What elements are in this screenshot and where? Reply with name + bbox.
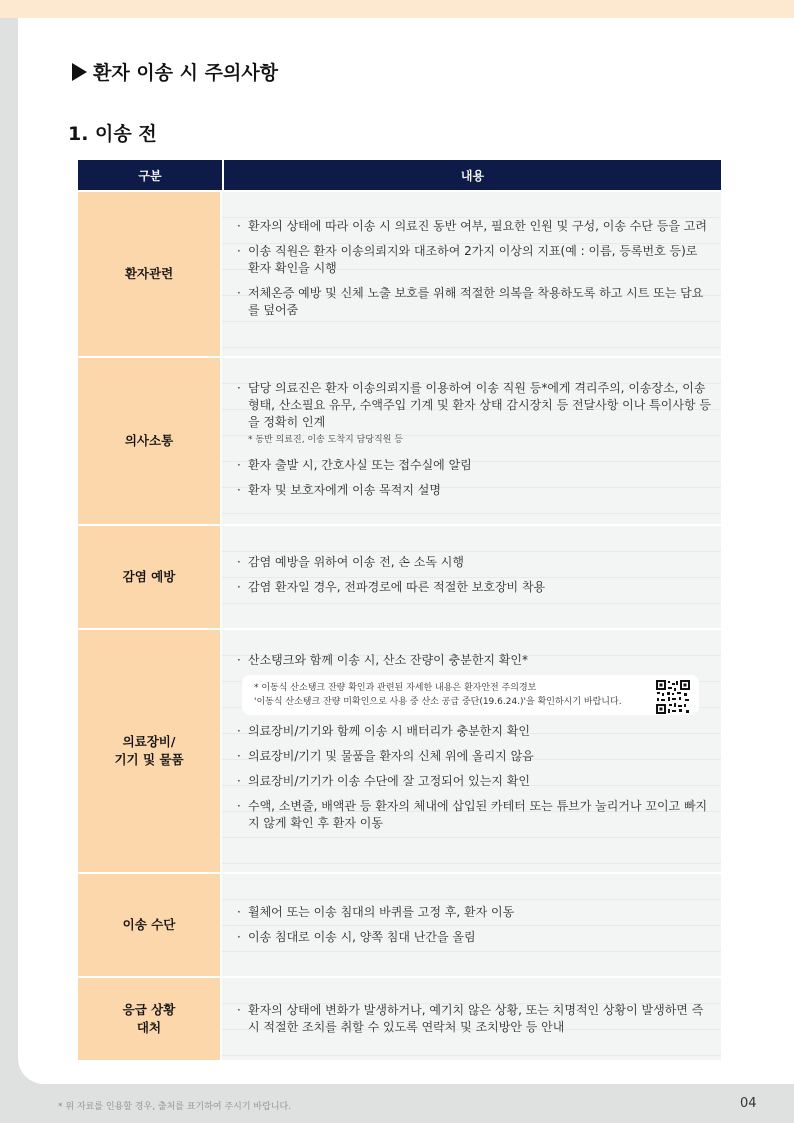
list-item: · 감염 예방을 위하여 이송 전, 손 소독 시행 (222, 554, 721, 571)
row-content (222, 874, 721, 976)
row-category: 감염 예방 (78, 526, 222, 628)
page-number: 04 (740, 1096, 757, 1111)
list-item: · 산소탱크와 함께 이송 시, 산소 잔량이 충분한지 확인* (222, 652, 721, 669)
list-item: · 휠체어 또는 이송 침대의 바퀴를 고정 후, 환자 이동 (222, 904, 721, 921)
row-content (222, 526, 721, 628)
sub-title: 1. 이송 전 (68, 123, 157, 145)
footer-note: * 위 자료를 인용할 경우, 출처를 표기하여 주시기 바랍니다. (58, 1102, 292, 1112)
info-text: '이동식 산소탱크 잔량 미확인으로 사용 중 산소 공급 중단(19.6.24.)'을 확인하시기 바랍니다. (254, 697, 622, 707)
qr-code-icon (655, 679, 691, 715)
header-content: 내용 (460, 168, 485, 183)
list-item: · 의료장비/기기 및 물품을 환자의 신체 위에 올리지 않음 (222, 748, 721, 765)
row-category (78, 978, 222, 1060)
table-header (78, 160, 721, 190)
list-item: · 환자의 상태에 변화가 발생하거나, 예기치 않은 상황, 또는 치명적인 상황이 발생하면 즉시 적절한 조치를 취할 수 있도록 연락처 및 조치방안 등 안내 (222, 1002, 721, 1036)
list-item: · 수액, 소변줄, 배액관 등 환자의 체내에 삽입된 카테터 또는 튜브가 눌리거나 꼬이고 빠지지 않게 확인 후 환자 이동 (222, 798, 721, 832)
row-content (222, 630, 721, 872)
table-row (78, 628, 721, 872)
table-row (78, 356, 721, 524)
row-category: 환자관련 (78, 192, 222, 356)
list-item: · 환자 및 보호자에게 이송 목적지 설명 (222, 482, 721, 499)
triangle-bullet-icon (72, 63, 87, 81)
list-item: · 이송 직원은 환자 이송의뢰지와 대조하여 2가지 이상의 지표(예 : 이름, 등록번호 등)로 환자 확인을 시행 (222, 243, 721, 277)
header-category: 구분 (78, 160, 224, 190)
table-row (78, 976, 721, 1060)
row-content (222, 358, 721, 524)
category-line: 의료장비/ (122, 734, 176, 749)
table-row (78, 190, 721, 356)
top-accent-strip (0, 0, 794, 18)
row-content (222, 978, 721, 1060)
list-item: · 담당 의료진은 환자 이송의뢰지를 이용하여 이송 직원 등*에게 격리주의, 이송장소, 이송형태, 산소필요 유무, 수액주입 기계 및 환자 상태 감시장치 등 전달사항 이나 특이사항 등을 정확히 인계 (222, 380, 721, 431)
row-content (222, 192, 721, 356)
info-box (242, 675, 699, 715)
list-item: · 감염 환자일 경우, 전파경로에 따른 적절한 보호장비 착용 (222, 579, 721, 596)
section-title (72, 58, 278, 85)
list-item: · 이송 침대로 이송 시, 양쪽 침대 난간을 올림 (222, 929, 721, 946)
row-category: 이송 수단 (78, 874, 222, 976)
list-item: · 의료장비/기기가 이송 수단에 잘 고정되어 있는지 확인 (222, 773, 721, 790)
section-title-text: 환자 이송 시 주의사항 (93, 62, 279, 84)
list-item: · 환자 출발 시, 간호사실 또는 접수실에 알림 (222, 457, 721, 474)
category-line: 응급 상황 (122, 1002, 176, 1017)
list-item: · 의료장비/기기와 함께 이송 시 배터리가 충분한지 확인 (222, 723, 721, 740)
row-category: 의사소통 (78, 358, 222, 524)
row-category (78, 630, 222, 872)
category-line: 기기 및 물품 (114, 752, 184, 767)
info-text: * 이동식 산소탱크 잔량 확인과 관련된 자세한 내용은 환자안전 주의경보 (254, 683, 537, 693)
list-item: · 환자의 상태에 따라 이송 시 의료진 동반 여부, 필요한 인원 및 구성, 이송 수단 등을 고려 (222, 218, 721, 235)
category-line: 대처 (136, 1020, 162, 1035)
list-item: · 저체온증 예방 및 신체 노출 보호를 위해 적절한 의복을 착용하도록 하고 시트 또는 담요를 덮어줌 (222, 285, 721, 319)
table-row (78, 872, 721, 976)
precautions-table (78, 160, 721, 1060)
footnote-text: * 동반 의료진, 이송 도착지 담당직원 등 (248, 435, 403, 445)
table-row (78, 524, 721, 628)
